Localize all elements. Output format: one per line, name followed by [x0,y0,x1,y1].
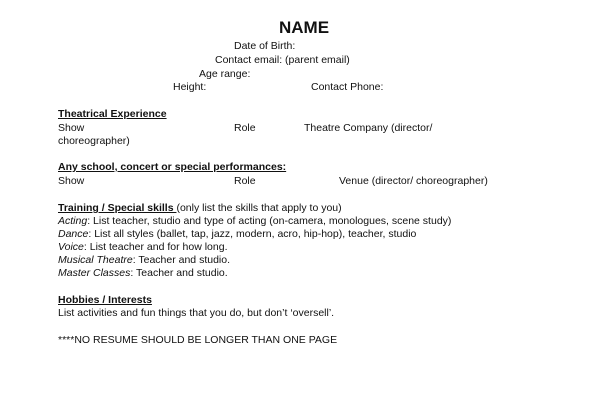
training-item-text: Teacher and studio. [136,267,228,279]
footer-note: ****NO RESUME SHOULD BE LONGER THAN ONE PAGE [58,334,338,346]
training-item-text: Teacher and studio. [138,254,231,266]
height-label: Height: [173,81,207,93]
school-col-venue: Venue (director/ choreographer) [339,175,488,187]
school-col-show: Show [58,175,85,187]
theatrical-col-show: Show [58,122,85,134]
training-item-label: Voice [58,241,84,253]
theatrical-col-role: Role [234,122,256,134]
hobbies-heading: Hobbies / Interests [58,294,152,306]
training-heading-note: (only list the skills that apply to you) [176,202,342,214]
page-title: NAME [279,18,330,37]
contact-phone-label: Contact Phone: [311,81,384,93]
theatrical-heading: Theatrical Experience [58,108,167,120]
email-label: Contact email: (parent email) [215,54,350,66]
theatrical-col-company-cont: choreographer) [58,135,130,147]
training-item-label: Acting [58,215,88,227]
age-range-label: Age range: [199,68,251,80]
training-item-musical-theatre: Musical Theatre: Teacher and studio. [58,254,231,266]
training-heading: Training / Special skills [58,202,177,214]
training-heading-line [58,202,342,215]
training-item-text: List all styles (ballet, tap, jazz, modern, acro, hip-hop), teacher, studio [94,228,417,240]
training-item-label: Musical Theatre [58,254,133,266]
school-col-role: Role [234,175,256,187]
training-item-text: List teacher, studio and type of acting (on-camera, monologues, scene study) [93,215,452,227]
training-item-acting: Acting: List teacher, studio and type of acting (on-camera, monologues, scene study) [58,215,452,227]
training-item-label: Dance [58,228,89,240]
training-item-master-classes: Master Classes: Teacher and studio. [58,267,228,279]
dob-label: Date of Birth: [234,40,296,52]
training-item-dance: Dance: List all styles (ballet, tap, jazz, modern, acro, hip-hop), teacher, studio [58,228,417,240]
theatrical-col-company: Theatre Company (director/ [304,122,433,134]
training-item-voice: Voice: List teacher and for how long. [58,241,228,253]
school-heading: Any school, concert or special performances: [58,161,287,173]
hobbies-text: List activities and fun things that you do, but don’t ‘oversell’. [58,307,335,319]
training-item-text: List teacher and for how long. [89,241,228,253]
training-item-label: Master Classes [58,267,131,279]
